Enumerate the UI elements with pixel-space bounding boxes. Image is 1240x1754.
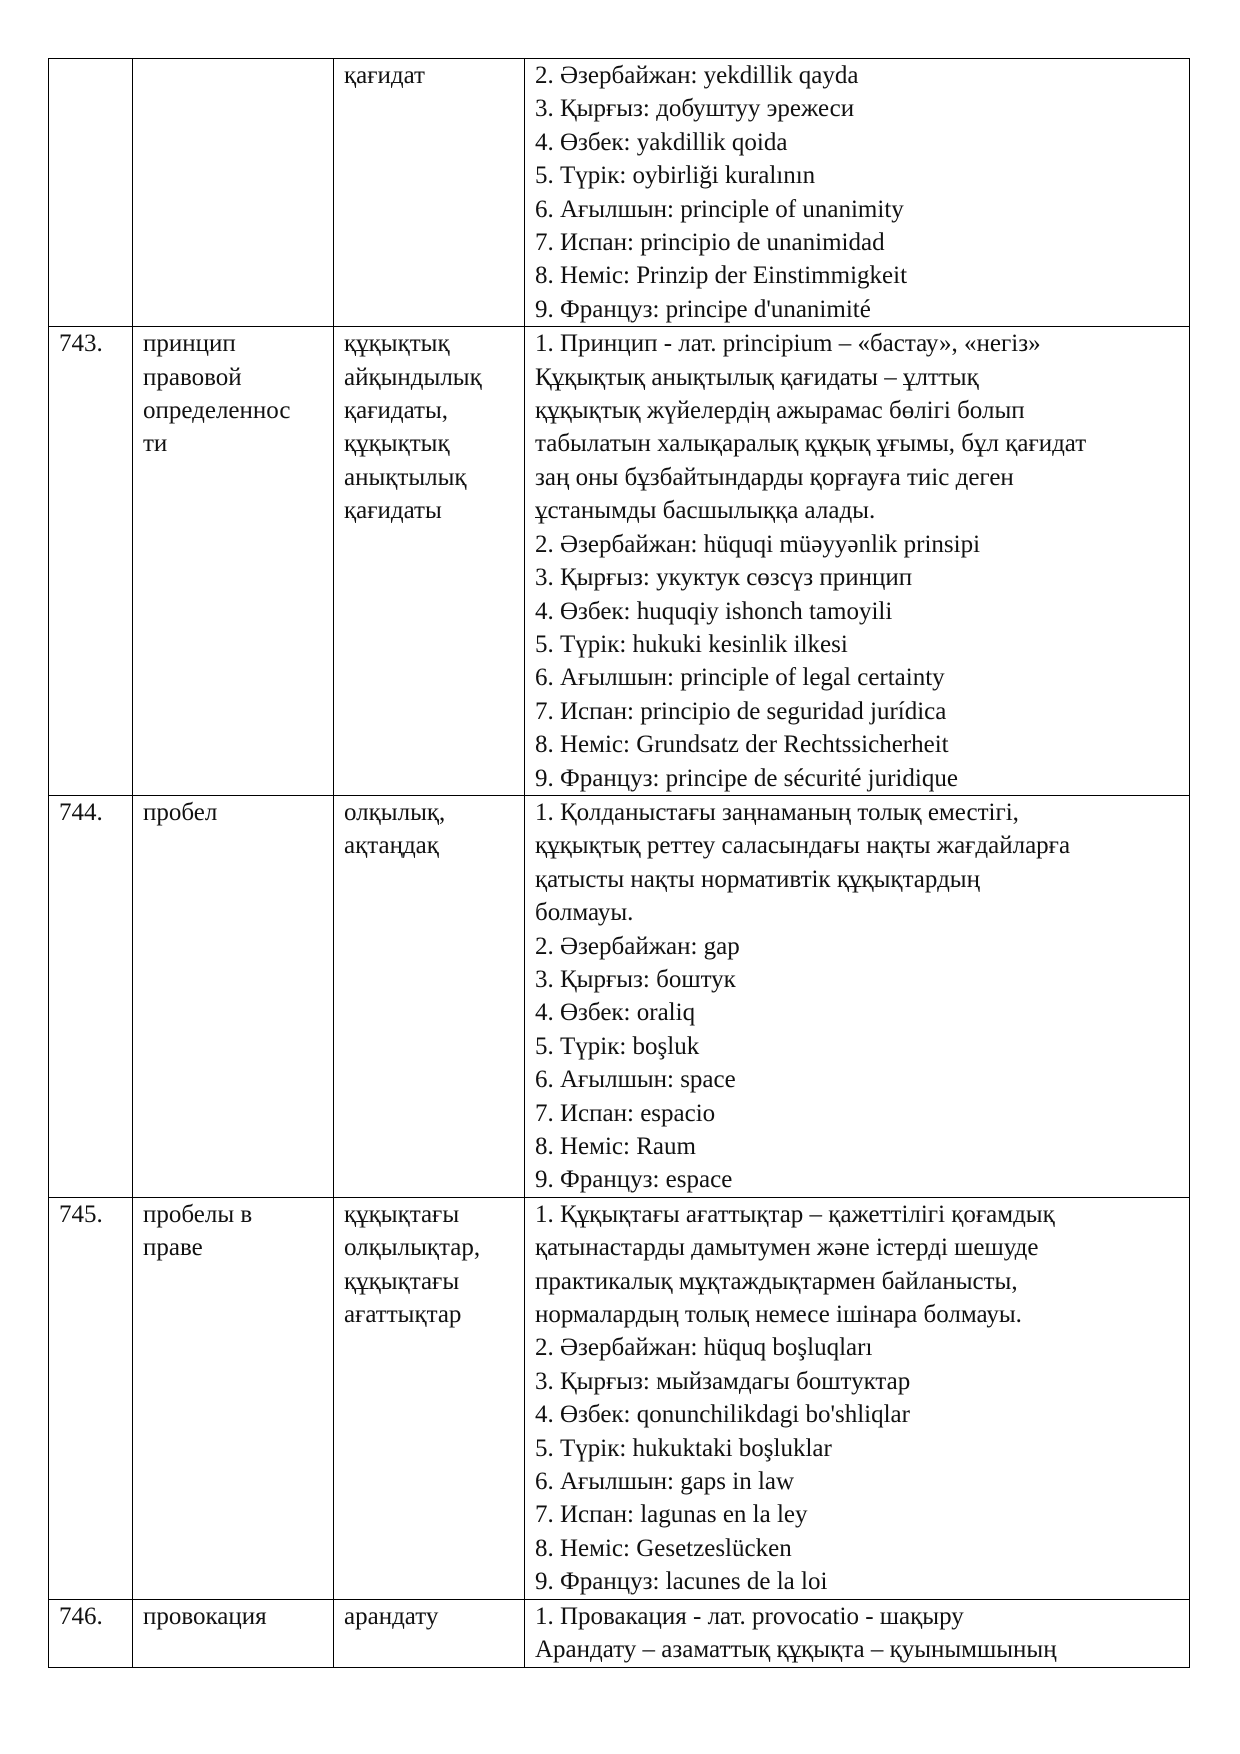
kazakh-term-line: олқылықтар, bbox=[344, 1234, 481, 1262]
definition-line: 2. Әзербайжан: hüquq boşluqları bbox=[535, 1334, 873, 1362]
table-row bbox=[49, 1599, 1190, 1667]
definition-line: нормалардың толық немесе ішінара болмауы. bbox=[535, 1301, 1022, 1329]
russian-term-line: пробелы в bbox=[143, 1200, 253, 1228]
entry-number-cell bbox=[49, 795, 133, 1197]
russian-term-cell bbox=[133, 327, 334, 796]
kazakh-term-line: қағидаты, bbox=[344, 397, 449, 425]
definition-line: 1. Құқықтағы ағаттықтар – қажеттілігі қоғамдық bbox=[535, 1200, 1055, 1228]
kazakh-term-line: қағидат bbox=[344, 62, 425, 89]
definition-line: 8. Неміс: Gesetzeslücken bbox=[535, 1534, 792, 1562]
table-row bbox=[49, 1197, 1190, 1599]
definition-line: 7. Испан: principio de seguridad jurídica bbox=[535, 697, 947, 725]
russian-term-cell bbox=[133, 795, 334, 1197]
russian-term-line: правовой bbox=[143, 363, 242, 391]
definition-line: 5. Түрік: oybirliği kuralının bbox=[535, 162, 816, 190]
definition-line: 6. Ағылшын: principle of legal certainty bbox=[535, 664, 945, 692]
kazakh-term-line: айқындылық bbox=[344, 363, 482, 391]
definition-line: 5. Түрік: boşluk bbox=[535, 1032, 700, 1060]
kazakh-term-cell bbox=[334, 1599, 525, 1667]
definition-line: болмауы. bbox=[535, 899, 634, 927]
definition-line: 5. Түрік: hukuki kesinlik ilkesi bbox=[535, 630, 848, 658]
entry-number: 745. bbox=[59, 1200, 103, 1228]
definition-line: 8. Неміс: Grundsatz der Rechtssicherheit bbox=[535, 731, 949, 759]
definition-line: 1. Провакация - лат. provocatio - шақыру bbox=[535, 1602, 964, 1630]
entry-number: 743. bbox=[59, 330, 103, 358]
definition-line: 3. Қырғыз: добуштуу эрежеси bbox=[535, 95, 855, 123]
definition-line: 3. Қырғыз: мыйзамдагы боштуктар bbox=[535, 1367, 911, 1395]
definition-line: 3. Қырғыз: боштук bbox=[535, 965, 736, 993]
table-row bbox=[49, 795, 1190, 1197]
definition-line: Құқықтық анықтылық қағидаты – ұлттық bbox=[535, 363, 979, 391]
kazakh-term-line: арандату bbox=[344, 1602, 439, 1630]
kazakh-term-cell bbox=[334, 1197, 525, 1599]
definition-line: 9. Француз: principe de sécurité juridique bbox=[535, 764, 958, 792]
entry-number-cell bbox=[49, 1599, 133, 1667]
kazakh-term-cell bbox=[334, 795, 525, 1197]
definition-line: 4. Өзбек: qonunchilikdagi bo'shliqlar bbox=[535, 1401, 910, 1429]
definition-line: құқықтық жүйелердің ажырамас бөлігі болып bbox=[535, 397, 1025, 425]
kazakh-term-line: құқықтағы bbox=[344, 1267, 460, 1295]
definition-line: табылатын халықаралық құқық ұғымы, бұл қағидат bbox=[535, 430, 1087, 458]
definition-cell bbox=[525, 59, 1190, 327]
definition-line: 2. Әзербайжан: gap bbox=[535, 932, 740, 960]
russian-term-line: праве bbox=[143, 1234, 203, 1262]
definition-line: 4. Өзбек: oraliq bbox=[535, 999, 696, 1027]
definition-line: құқықтық реттеу саласындағы нақты жағдайларға bbox=[535, 832, 1071, 860]
definition-line: 3. Қырғыз: укуктук сөзсүз принцип bbox=[535, 564, 913, 592]
entry-number-cell bbox=[49, 1197, 133, 1599]
definition-cell bbox=[525, 327, 1190, 796]
entry-number: 746. bbox=[59, 1602, 103, 1630]
definition-line: заң оны бұзбайтындарды қорғауға тиіс деген bbox=[535, 463, 1014, 491]
definition-line: 7. Испан: espacio bbox=[535, 1099, 716, 1127]
definition-line: 1. Қолданыстағы заңнаманың толық еместігі, bbox=[535, 798, 1019, 826]
definition-line: 4. Өзбек: yakdillik qoida bbox=[535, 128, 788, 156]
glossary-table-body bbox=[49, 59, 1190, 1668]
definition-line: 9. Француз: principe d'unanimité bbox=[535, 295, 871, 323]
kazakh-term-line: қағидаты bbox=[344, 497, 442, 525]
glossary-table bbox=[48, 58, 1190, 1668]
kazakh-term-line: құқықтық bbox=[344, 330, 450, 358]
russian-term-line: определеннос bbox=[143, 397, 291, 425]
definition-line: 5. Түрік: hukuktaki boşluklar bbox=[535, 1434, 832, 1462]
russian-term-line: провокация bbox=[143, 1602, 267, 1630]
definition-cell bbox=[525, 1599, 1190, 1667]
definition-line: 6. Ағылшын: principle of unanimity bbox=[535, 195, 904, 223]
kazakh-term-cell bbox=[334, 327, 525, 796]
definition-line: 7. Испан: principio de unanimidad bbox=[535, 229, 885, 257]
kazakh-term-line: анықтылық bbox=[344, 463, 467, 491]
definition-cell bbox=[525, 1197, 1190, 1599]
definition-line: қатысты нақты нормативтік құқықтардың bbox=[535, 865, 980, 893]
definition-line: 8. Неміс: Raum bbox=[535, 1133, 696, 1160]
entry-number-cell bbox=[49, 327, 133, 796]
entry-number: 744. bbox=[59, 798, 103, 826]
definition-line: 2. Әзербайжан: yekdillik qayda bbox=[535, 62, 859, 89]
russian-term-line: пробел bbox=[143, 798, 218, 826]
definition-line: 8. Неміс: Prinzip der Einstimmigkeit bbox=[535, 262, 908, 290]
definition-line: Арандату – азаматтық құқықта – қуынымшының bbox=[535, 1636, 1057, 1664]
definition-line: 1. Принцип - лат. principium – «бастау», «негіз» bbox=[535, 330, 1041, 358]
kazakh-term-line: құқықтық bbox=[344, 430, 450, 458]
kazakh-term-line: құқықтағы bbox=[344, 1200, 460, 1228]
definition-line: қатынастарды дамытумен және істерді шешуде bbox=[535, 1234, 1039, 1262]
definition-line: 7. Испан: lagunas en la ley bbox=[535, 1501, 808, 1529]
entry-number-cell bbox=[49, 59, 133, 327]
definition-line: 6. Ағылшын: space bbox=[535, 1066, 736, 1094]
kazakh-term-line: ағаттықтар bbox=[344, 1301, 462, 1329]
table-row bbox=[49, 59, 1190, 327]
russian-term-cell bbox=[133, 1197, 334, 1599]
russian-term-cell bbox=[133, 1599, 334, 1667]
definition-line: 9. Француз: espace bbox=[535, 1166, 733, 1194]
russian-term-cell bbox=[133, 59, 334, 327]
definition-line: 9. Француз: lacunes de la loi bbox=[535, 1568, 828, 1596]
definition-line: 2. Әзербайжан: hüquqi müəyyənlik prinsipi bbox=[535, 530, 981, 558]
russian-term-line: принцип bbox=[143, 330, 236, 358]
definition-line: 4. Өзбек: huquqiy ishonch tamoyili bbox=[535, 597, 893, 625]
definition-line: 6. Ағылшын: gaps in law bbox=[535, 1468, 795, 1496]
kazakh-term-cell bbox=[334, 59, 525, 327]
kazakh-term-line: олқылық, bbox=[344, 798, 446, 826]
definition-line: ұстанымды басшылыққа алады. bbox=[535, 497, 876, 525]
table-row bbox=[49, 327, 1190, 796]
definition-line: практикалық мұқтаждықтармен байланысты, bbox=[535, 1267, 1018, 1295]
kazakh-term-line: ақтаңдақ bbox=[344, 832, 439, 860]
definition-cell bbox=[525, 795, 1190, 1197]
russian-term-line: ти bbox=[143, 430, 168, 458]
